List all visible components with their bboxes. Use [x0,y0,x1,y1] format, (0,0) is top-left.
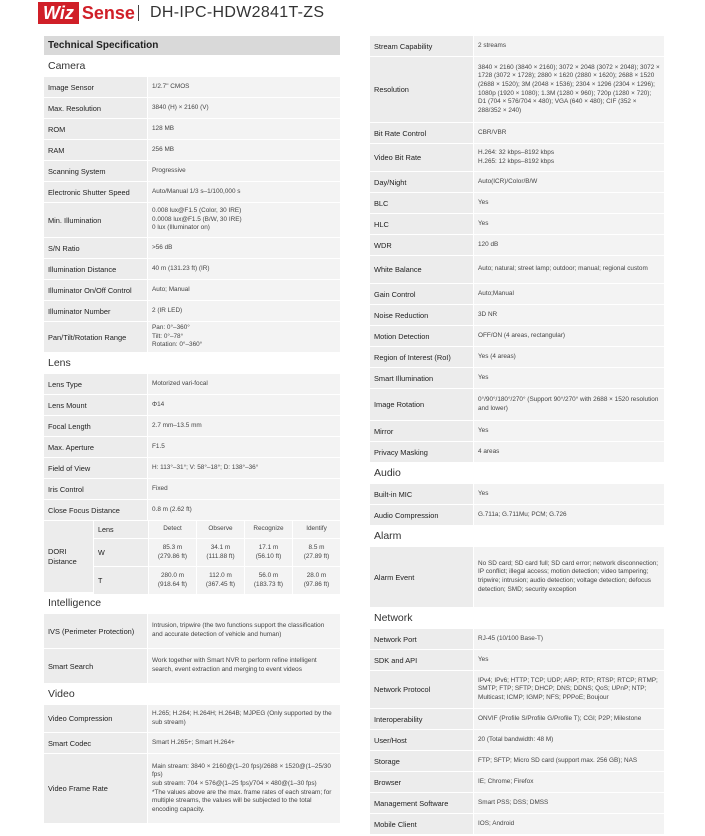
right-column [370,36,664,835]
spec-row [370,814,664,835]
spec-row [44,98,340,119]
spec-row [44,374,340,395]
spec-row [370,57,664,123]
camera-table [44,77,340,353]
spec-key: Electronic Shutter Speed [44,182,148,202]
spec-key: Bit Rate Control [370,123,474,143]
spec-value: Yes [474,650,664,670]
spec-key: Network Protocol [370,671,474,708]
spec-key: Interoperability [370,709,474,729]
spec-row [370,368,664,389]
spec-row [370,650,664,671]
spec-key: Min. Illumination [44,203,148,237]
spec-key: Max. Aperture [44,437,148,457]
spec-key: Stream Capability [370,36,474,56]
spec-row [370,305,664,326]
spec-key: Max. Resolution [44,98,148,118]
spec-row [44,203,340,238]
spec-row [370,505,664,526]
spec-value: 0°/90°/180°/270° (Support 90°/270° with 2688 × 1520 resolution and lower) [474,389,664,420]
spec-value: Progressive [148,161,340,181]
left-column [44,36,340,824]
spec-key: Video Compression [44,705,148,732]
spec-row [370,751,664,772]
spec-value: Smart H.265+; Smart H.264+ [148,733,340,753]
spec-key: Close Focus Distance [44,500,148,520]
spec-key: Alarm Event [370,547,474,607]
spec-value: 3D NR [474,305,664,325]
spec-key: HLC [370,214,474,234]
spec-row [370,193,664,214]
audio-table [370,484,664,526]
spec-key: Smart Search [44,649,148,683]
spec-row [370,547,664,608]
spec-key: Iris Control [44,479,148,499]
spec-key: Mobile Client [370,814,474,834]
spec-title: Technical Specification [44,36,340,56]
logo-sense: Sense [81,3,135,23]
spec-value: 128 MB [148,119,340,139]
spec-row [370,123,664,144]
spec-row [370,36,664,57]
spec-key: Privacy Masking [370,442,474,462]
spec-row [370,421,664,442]
spec-value: F1.5 [148,437,340,457]
section-lens: Lens [44,353,340,374]
dori-label: DORI Distance [44,521,94,592]
spec-key: Built-in MIC [370,484,474,504]
dori-cell: 34.1 m (111.88 ft) [197,539,244,566]
spec-key: Image Rotation [370,389,474,420]
spec-value: FTP; SFTP; Micro SD card (support max. 256 GB); NAS [474,751,664,771]
spec-row [44,614,340,649]
spec-key: User/Host [370,730,474,750]
model-name: DH-IPC-HDW2841T-ZS [150,4,325,21]
section-alarm: Alarm [370,526,664,547]
spec-value: Auto; Manual [148,280,340,300]
spec-key: Day/Night [370,172,474,192]
spec-row [44,458,340,479]
spec-key: Smart Illumination [370,368,474,388]
spec-key: Focal Length [44,416,148,436]
header-divider [138,5,139,21]
network-table [370,629,664,835]
spec-value: CBR/VBR [474,123,664,143]
spec-key: Illuminator On/Off Control [44,280,148,300]
dori-row-t-label: T [94,567,148,594]
spec-row [370,214,664,235]
spec-row [44,259,340,280]
section-audio: Audio [370,463,664,484]
spec-row [370,629,664,650]
spec-value: Yes [474,193,664,213]
spec-row [370,484,664,505]
spec-row [370,709,664,730]
dori-grid [94,521,340,592]
spec-key: Network Port [370,629,474,649]
spec-value: Auto; natural; street lamp; outdoor; manual; regional custom [474,256,664,283]
dori-cell: 28.0 m (97.86 ft) [293,567,340,594]
dori-cell: 17.1 m (56.10 ft) [245,539,292,566]
section-video: Video [44,684,340,705]
spec-row [44,705,340,733]
spec-value: 4 areas [474,442,664,462]
spec-row [370,172,664,193]
spec-row [44,182,340,203]
spec-key: Resolution [370,57,474,122]
spec-value: 1/2.7" CMOS [148,77,340,97]
spec-value: Auto;Manual [474,284,664,304]
spec-row [44,77,340,98]
spec-value: Yes [474,421,664,441]
spec-value: 0.8 m (2.62 ft) [148,500,340,520]
spec-value: 2 streams [474,36,664,56]
spec-key: S/N Ratio [44,238,148,258]
spec-value: 40 m (131.23 ft) (IR) [148,259,340,279]
spec-value: H.265; H.264; H.264H; H.264B; MJPEG (Only supported by the sub stream) [148,705,340,732]
spec-row [370,730,664,751]
spec-key: Noise Reduction [370,305,474,325]
spec-row [370,671,664,709]
spec-row [44,238,340,259]
spec-row [370,144,664,172]
spec-row [370,256,664,284]
spec-row [370,326,664,347]
spec-key: IVS (Perimeter Protection) [44,614,148,648]
spec-key: Image Sensor [44,77,148,97]
spec-value: IOS; Android [474,814,664,834]
spec-key: ROM [44,119,148,139]
dori-cell: 85.3 m (279.86 ft) [149,539,196,566]
spec-row [370,772,664,793]
dori-cell: 56.0 m (183.73 ft) [245,567,292,594]
spec-row [44,754,340,824]
dori-cell: 8.5 m (27.89 ft) [293,539,340,566]
spec-key: Pan/Tilt/Rotation Range [44,322,148,352]
spec-key: Gain Control [370,284,474,304]
spec-value: 3840 (H) × 2160 (V) [148,98,340,118]
video-spec-table [370,36,664,463]
spec-row [44,395,340,416]
dori-header: Detect [149,521,196,538]
spec-value: IE; Chrome; Firefox [474,772,664,792]
spec-row [44,733,340,754]
spec-row [44,301,340,322]
spec-key: Storage [370,751,474,771]
spec-value: H: 113°–31°; V: 58°–18°; D: 138°–36° [148,458,340,478]
spec-key: Mirror [370,421,474,441]
dori-header: Identify [293,521,340,538]
spec-key: Management Software [370,793,474,813]
spec-row [44,140,340,161]
spec-key: BLC [370,193,474,213]
spec-value: G.711a; G.711Mu; PCM; G.726 [474,505,664,525]
alarm-table [370,547,664,608]
spec-key: Lens Type [44,374,148,394]
spec-value: 2.7 mm–13.5 mm [148,416,340,436]
spec-value: Main stream: 3840 × 2160@(1–20 fps)/2688 × 1520@(1–25/30 fps) sub stream: 704 × 576@(1–25 fps)/704 × 480@(1–30 fps) *The values above are the max. frame rates of each stream; for multiple streams, the values will be subjected to the total encoding capacity. [148,754,340,823]
spec-row [370,347,664,368]
spec-value: 0.008 lux@F1.5 (Color, 30 IRE) 0.0008 lux@F1.5 (B/W, 30 IRE) 0 lux (Illuminator on) [148,203,340,237]
spec-row [44,161,340,182]
spec-key: Lens Mount [44,395,148,415]
spec-value: ONVIF (Profile S/Profile G/Profile T); CGI; P2P; Milestone [474,709,664,729]
spec-key: WDR [370,235,474,255]
spec-row [44,500,340,521]
spec-key: Motion Detection [370,326,474,346]
spec-row [370,793,664,814]
spec-row [44,119,340,140]
spec-value: 3840 × 2160 (3840 × 2160); 3072 × 2048 (3072 × 2048); 3072 × 1728 (3072 × 1728); 2880 × 1620 (2880 × 1620); 2688 × 1520 (2688 × 1520); 3M (2048 × 1536); 2304 × 1296 (2304 × 1296); 1080p (1920 × 1080); 1.3M (1280 × 960); 720p (1280 × 720); D1 (704 × 576/704 × 480); VGA (640 × 480); CIF (352 × 288/352 × 240) [474,57,664,122]
spec-key: Audio Compression [370,505,474,525]
spec-value: Auto/Manual 1/3 s–1/100,000 s [148,182,340,202]
spec-row [370,442,664,463]
logo-wiz: Wiz [38,2,79,24]
spec-value: H.264: 32 kbps–8192 kbps H.265: 12 kbps–8192 kbps [474,144,664,171]
spec-value: Fixed [148,479,340,499]
spec-row [44,280,340,301]
wizsense-logo [38,2,135,24]
spec-row [44,649,340,684]
dori-row-w-label: W [94,539,148,566]
spec-key: Illumination Distance [44,259,148,279]
spec-key: Region of Interest (RoI) [370,347,474,367]
spec-value: 2 (IR LED) [148,301,340,321]
spec-value: 20 (Total bandwidth: 48 M) [474,730,664,750]
dori-cell: 280.0 m (918.64 ft) [149,567,196,594]
spec-key: Illuminator Number [44,301,148,321]
lens-table [44,374,340,521]
spec-row [370,389,664,421]
dori-lens-header: Lens [94,521,148,538]
spec-key: SDK and API [370,650,474,670]
spec-value: Yes [474,214,664,234]
spec-value: No SD card; SD card full; SD card error; network disconnection; IP conflict; illegal access; motion detection; video tampering; tripwire; intrusion; audio detection; voltage detection; defocus detection; SMD; security exception [474,547,664,607]
spec-value: Yes (4 areas) [474,347,664,367]
spec-value: Pan: 0°–360° Tilt: 0°–78° Rotation: 0°–360° [148,322,340,352]
spec-row [44,437,340,458]
dori-table [44,521,340,593]
spec-row [44,322,340,353]
spec-value: >56 dB [148,238,340,258]
spec-key: Scanning System [44,161,148,181]
spec-value: Yes [474,484,664,504]
spec-key: Smart Codec [44,733,148,753]
spec-value: Φ14 [148,395,340,415]
header [0,0,705,28]
dori-header: Observe [197,521,244,538]
spec-key: Video Bit Rate [370,144,474,171]
spec-value: Auto(ICR)/Color/B/W [474,172,664,192]
spec-key: Field of View [44,458,148,478]
video-table [44,705,340,824]
spec-key: White Balance [370,256,474,283]
spec-value: IPv4; IPv6; HTTP; TCP; UDP; ARP; RTP; RTSP; RTCP; RTMP; SMTP; FTP; SFTP; DHCP; DNS; DDNS; QoS; UPnP; NTP; Multicast; ICMP; IGMP; NFS; PPPoE; Boujour [474,671,664,708]
spec-key: Browser [370,772,474,792]
spec-value: Work together with Smart NVR to perform refine intelligent search, event extraction and merging to event videos [148,649,340,683]
spec-value: 120 dB [474,235,664,255]
section-network: Network [370,608,664,629]
spec-value: OFF/ON (4 areas, rectangular) [474,326,664,346]
section-intelligence: Intelligence [44,593,340,614]
spec-row [370,284,664,305]
spec-row [370,235,664,256]
spec-value: 256 MB [148,140,340,160]
spec-key: RAM [44,140,148,160]
spec-value: Yes [474,368,664,388]
spec-value: Smart PSS; DSS; DMSS [474,793,664,813]
dori-cell: 112.0 m (367.45 ft) [197,567,244,594]
spec-row [44,416,340,437]
spec-key: Video Frame Rate [44,754,148,823]
spec-value: Intrusion, tripwire (the two functions support the classification and accurate detection of vehicle and human) [148,614,340,648]
section-camera: Camera [44,56,340,77]
spec-value: RJ-45 (10/100 Base-T) [474,629,664,649]
spec-value: Motorized vari-focal [148,374,340,394]
dori-header: Recognize [245,521,292,538]
spec-row [44,479,340,500]
intelligence-table [44,614,340,684]
